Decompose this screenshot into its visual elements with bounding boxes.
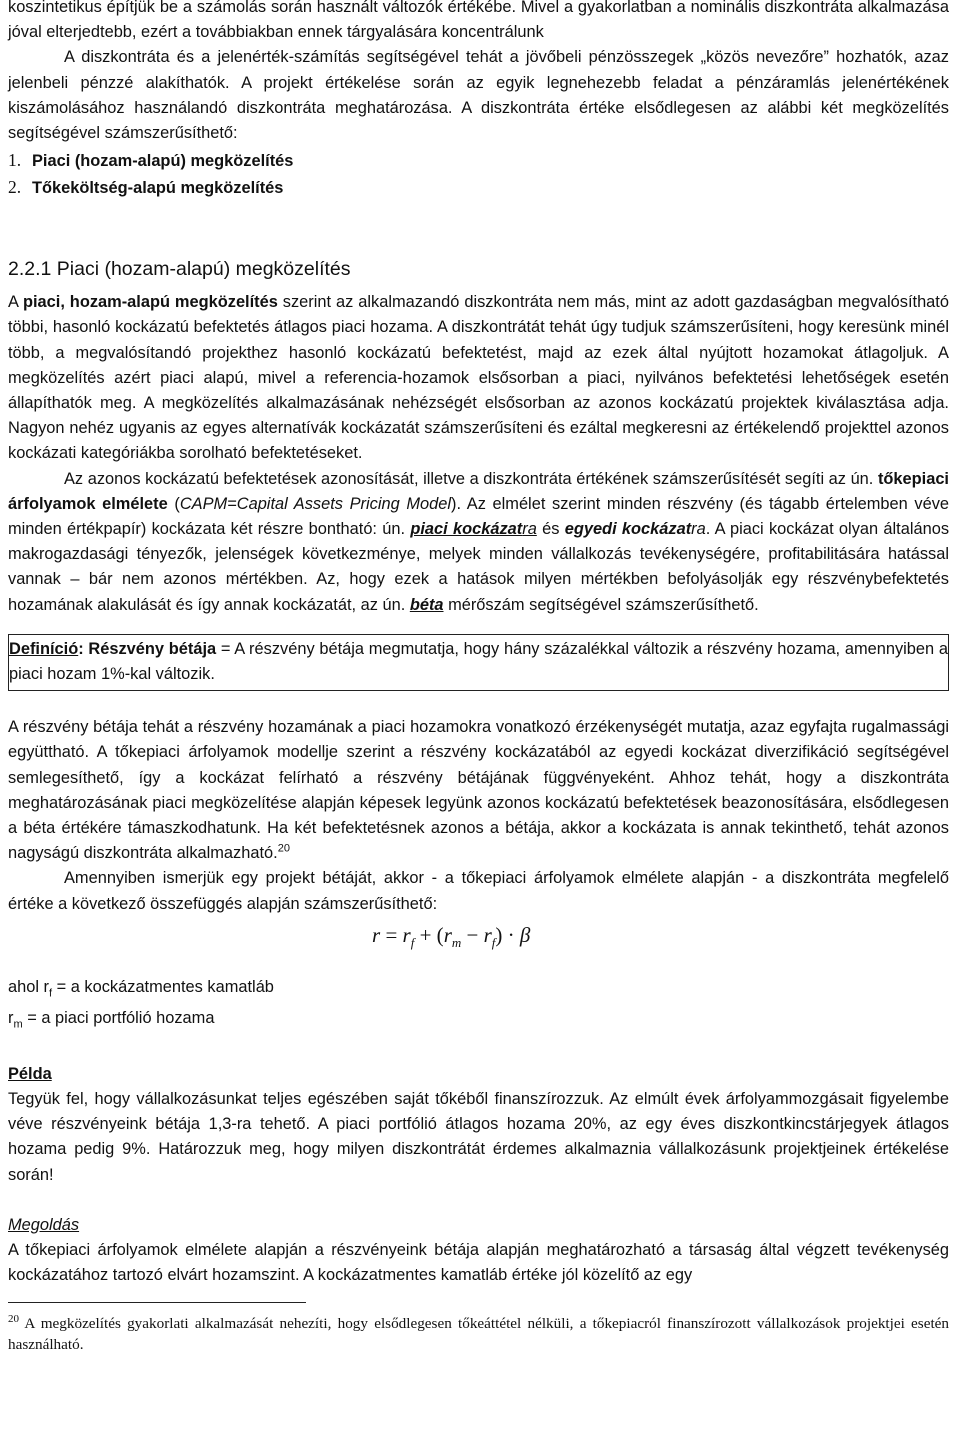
capm-expansion: CAPM=Capital Assets Pricing Model bbox=[179, 494, 452, 513]
formula-close: ) · bbox=[495, 922, 520, 947]
approach-item-1 bbox=[8, 147, 949, 174]
intro-paragraph-2 bbox=[8, 45, 949, 146]
specific-risk-term: egyedi kockázat bbox=[564, 520, 692, 539]
example-text: Tegyük fel, hogy vállalkozásunkat teljes egészében saját tőkéből finanszírozzuk. Az elmúlt évek árfolyammozgásait figyelembe véve részvényeink bétája 1,3-ra tehető. A piaci portfólió átlagos hozama 20%, az egy éves diszkontkincstárjegyek átlagos hozama pedig 9%. Határozzuk meg, hogy milyen diszkontrátát érdemes alkalmaznia vállalkozásunk projektjeinek értékelése során! bbox=[8, 1090, 949, 1184]
footnote-divider bbox=[8, 1302, 306, 1303]
formula-m-sub: m bbox=[451, 935, 462, 951]
legend-rm-sub: m bbox=[13, 1018, 23, 1031]
intro-text-2: A diszkontráta és a jelenérték-számítás segítségével tehát a jövőbeli pénzösszegek „közös nevezőre” hozhatók, azaz jelenbeli pénzzé alakíthatók. bbox=[8, 48, 949, 92]
formula-intro-text: Amennyiben ismerjük egy projekt bétáját, akkor - a tőkepiaci árfolyamok elmélete alapján - a diszkontráta megfelelő értéke a következő összefüggés alapján számszerűsíthető: bbox=[8, 869, 949, 913]
market-risk-term: piaci kockázat bbox=[410, 520, 523, 539]
formula-equals: = bbox=[380, 922, 403, 947]
p2-b: ( bbox=[167, 494, 180, 513]
definition-box bbox=[8, 634, 949, 691]
formula-plus: + ( bbox=[414, 922, 444, 947]
section-heading: 2.2.1 Piaci (hozam-alapú) megközelítés bbox=[8, 258, 351, 281]
market-risk-suffix: ra bbox=[522, 520, 537, 539]
p2-c: ). Az elmélet szerint minden részvény (és tágabb értelemben véve minden értékpapír) kockázata két részre bontható: ún. bbox=[8, 494, 950, 539]
legend-rm-pre: r bbox=[8, 1009, 14, 1028]
definition-label: Definíció bbox=[9, 639, 79, 658]
formula-r: r bbox=[372, 922, 381, 947]
document-page bbox=[8, 0, 949, 1355]
beta-text: A részvény bétája tehát a részvény hozamának a piaci hozamokra vonatkozó érzékenységét mutatja, azaz egyfajta rugalmassági együttható. A tőkepiaci árfolyamok modellje szerint a részvény kockázatából az egyedi kockázat diverzifikáció segítségével semlegesíthető, így a kockázat felírható a részvény bétájának függvényeként. Ahhoz tehát, hogy a diszkontráta meghatározásának piaci megközelítése alapján képesek legyünk azonos kockázatú befektetések beazonosítására, elsődlegesen a béta értékére támaszkodhatunk. Ha két befektetésnek azonos a bétája, akkor a kockázata is annak tekinthető, tehát azonos nagyságú diszkontráta alkalmazható. bbox=[8, 718, 949, 863]
legend-rf-pre: ahol r bbox=[8, 977, 50, 996]
approach-list bbox=[8, 147, 949, 201]
approach-label-2: Tőkeköltség-alapú megközelítés bbox=[32, 179, 284, 198]
formula-f-sub: f bbox=[410, 935, 415, 951]
p1-post: szerint az alkalmazandó diszkontráta nem más, mint az adott gazdaságban megvalósítható többi, hasonló kockázatú befektetés átlagos piaci hozama. A diszkontrátát tehát úgy tudjuk számszerűsíteni, hogy keresünk minél több, a megvalósítandó projekthez hasonló kockázatú befektetést, majd az ezek által nyújtott hozamokat átlagoljuk. A megközelítés azért piaci alapú, mivel a referencia-hozamok elsősorban a piaci, nyilvános befektetési lehetőségek esetén állapíthatók meg. A megközelítés alkalmazásának nehézségét elsősorban az azonos kockázatú projektek kiválasztása adja. Nagyon nehéz ugyanis az egyes alternatívák kockázatát számszerűsíteni és ezáltal megkeresni az értékelendő projekttel azonos kockázati kategóriákba sorolható befektetéseket. bbox=[8, 293, 949, 463]
legend-rm-post: = a piaci portfólió hozama bbox=[22, 1009, 215, 1028]
formula-minus: − bbox=[461, 922, 484, 947]
p2-f: mérőszám segítségével számszerűsíthető. bbox=[443, 595, 759, 614]
formula-beta: β bbox=[519, 922, 531, 947]
intro-paragraph-1 bbox=[8, 0, 949, 45]
formula-rf2: r bbox=[483, 922, 492, 947]
definition-term: Részvény bétája bbox=[88, 639, 217, 658]
p1-bold-term: piaci, hozam-alapú megközelítés bbox=[22, 293, 278, 312]
intro-text-3: A projekt értékelése során az egyik legnehezebb feladat a pénzáramlás jelenértékének kiszámolásához használandó diszkontráta meghatározása. A diszkontráta értéke elsődlegesen az alábbi két megközelítés segítségével számszerűsíthető: bbox=[8, 73, 949, 143]
definition-colon: : bbox=[78, 639, 89, 658]
beta-paragraph-1 bbox=[8, 715, 949, 866]
capm-term: tőkepiaci árfolyamok elmélete bbox=[8, 469, 949, 513]
p2-a: Az azonos kockázatú befektetések azonosítását, illetve a diszkontráta értékének számszerűsítését segíti az ún. bbox=[64, 469, 878, 488]
formula-rf: r bbox=[402, 922, 411, 947]
p2-e: . A piaci kockázat olyan általános makrogazdasági tényezők, jelenségek következménye, melyek minden vállalkozás tevékenységére, profitabilitására hatással vannak – bár nem azonos mértékben. Az, hogy ezek a hatások milyen mértékben befolyásolják egy részvénybefektetés hozamának alakulását és így annak kockázatát, az ún. bbox=[8, 520, 950, 614]
approach-number-2: 2. bbox=[8, 177, 22, 198]
solution-text: A tőkepiaci árfolyamok elmélete alapján a részvényeink bétája alapján meghatározható a társaság által végzett tevékenység kockázatához tartozó elvárt hozamszint. A kockázatmentes kamatláb értéke jól közelítő az egy bbox=[8, 1241, 949, 1285]
legend-rf bbox=[8, 975, 949, 1006]
footnote-number: 20 bbox=[8, 1313, 19, 1326]
beta-paragraph-2 bbox=[8, 866, 949, 916]
footnote-reference[interactable]: 20 bbox=[277, 842, 290, 855]
beta-term: béta bbox=[409, 595, 444, 614]
formula-legend bbox=[8, 975, 949, 1038]
capm-formula bbox=[372, 923, 530, 951]
legend-rf-post: = a kockázatmentes kamatláb bbox=[52, 977, 274, 996]
approach-number-1: 1. bbox=[8, 150, 22, 171]
example-title: Példa bbox=[8, 1064, 52, 1083]
definition-text: = A részvény bétája megmutatja, hogy hány százalékkal változik a részvény hozama, amennyiben a piaci hozam 1%-kal változik. bbox=[9, 639, 948, 684]
section-paragraph-2 bbox=[8, 467, 949, 618]
specific-risk-suffix: ra bbox=[691, 520, 706, 539]
formula-f-sub2: f bbox=[491, 935, 496, 951]
p2-d: és bbox=[536, 520, 565, 539]
legend-rf-sub: f bbox=[49, 987, 53, 1000]
section-paragraph-1 bbox=[8, 290, 949, 466]
capm-formula-row bbox=[8, 917, 949, 971]
legend-rm bbox=[8, 1006, 949, 1037]
approach-label-1: Piaci (hozam-alapú) megközelítés bbox=[32, 152, 294, 171]
footnote-text: A megközelítés gyakorlati alkalmazását nehezíti, hogy elsődlegesen tőkeáttétel nélküli, a tőkepiacról finanszírozott vállalkozások projektjei esetén használható. bbox=[8, 1315, 949, 1353]
intro-text-1: koszintetikus építjük be a számolás során használt változók értékébe. Mivel a gyakorlatban a nominális diszkontráta alkalmazása jóval elterjedtebb, ezért a továbbiakban ennek tárgyalására koncentrálunk bbox=[8, 0, 949, 42]
solution-title: Megoldás bbox=[8, 1215, 80, 1234]
p1-pre: A bbox=[8, 293, 23, 312]
formula-rm: r bbox=[443, 922, 452, 947]
approach-item-2 bbox=[8, 174, 949, 201]
footnote bbox=[8, 1309, 949, 1354]
